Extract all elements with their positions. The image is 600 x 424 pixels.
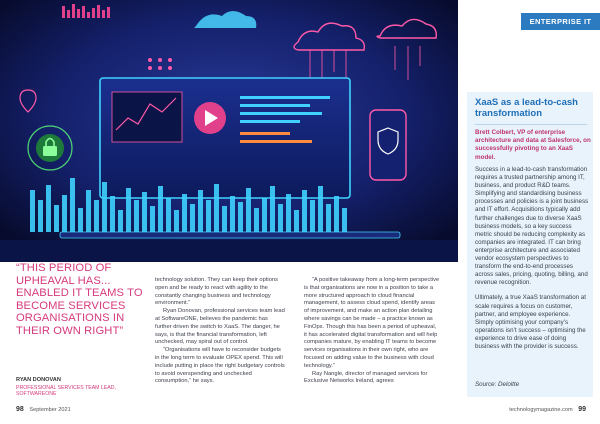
article-paragraph: Ryan Donovan, professional services team lead at SoftwareONE, believes the pandemic has further driven the switch to XaaS. The danger, he says, is that the financial transformation, left unchecked, may spiral out of control. <box>155 308 285 346</box>
sidebar-subtitle: Brett Colbert, VP of enterprise architecture and data at Salesforce, on successfully pivoting to an XaaS model. <box>475 129 591 161</box>
sidebar-title: XaaS as a lead-to-cash transformation <box>475 97 578 119</box>
sidebar-source: Source: Deloitte <box>475 381 520 388</box>
sidebar-paragraph: Success in a lead-to-cash transformation requires a trusted partnership among IT, business, and product R&D teams. Simplifying and standardising business processes and policies is a joint business and IT effort. Acquisitions typically add further challenges due to diverse XaaS business models, so a key success metric should be reducing complexity as companies are integrated. IT can bring enterprise architecture and associated vendor ecosystem perspectives to transform the end-to-end processes across sales, pricing, quoting, billing, and revenue recognition. <box>475 166 589 287</box>
website-link[interactable]: technologymagazine.com <box>509 407 573 413</box>
hero-artwork <box>0 0 458 262</box>
page-number-right: 99 <box>578 406 586 413</box>
sidebar-divider <box>475 124 587 125</box>
footer-right <box>509 406 586 413</box>
hero-illustration <box>0 0 458 262</box>
quote-attribution-name: RYAN DONOVAN <box>16 377 61 383</box>
article-paragraph: “A positive takeaway from a long-term perspective is that organisations are now in a position to take a more structured approach to cloud financial management, to assess cloud spend, identify areas of improvement, and make an action plan detailing where savings can be made – a practice known as FinOps. Though this has been a period of upheaval, it has accelerated digital transformation and will help companies mature, by enabling IT teams to become services organisations in their own right, who are focused on adding value to the business with cloud technology.” <box>304 277 440 369</box>
sidebar-body <box>475 166 590 358</box>
sidebar-paragraph: Ultimately, a true XaaS transformation at scale requires a focus on customer, partner, and employee experience. Simply optimising your company’s operations isn’t success – optimising the experience to drive ease of doing business with the provider is success. <box>475 294 586 350</box>
article-paragraph: technology solution. They can keep their options open and be ready to react with agility to the constantly changing business and technology environment.” <box>155 277 278 307</box>
issue-date: September 2021 <box>29 407 71 413</box>
page-number-left: 98 <box>16 406 24 413</box>
article-column-2 <box>304 277 440 386</box>
pull-quote: “THIS PERIOD OF UPHEAVAL HAS... ENABLED IT TEAMS TO BECOME SERVICES ORGANISATIONS IN THEIR OWN RIGHT” <box>16 262 143 337</box>
footer-left <box>16 406 71 413</box>
article-column-1 <box>155 277 286 386</box>
article-paragraph: Ray Nangle, director of managed services for Exclusive Networks Ireland, agrees <box>304 370 428 385</box>
quote-attribution-role: PROFESSIONAL SERVICES TEAM LEAD, SOFTWAREONE <box>16 385 116 398</box>
article-paragraph: “Organisations will have to reconsider budgets in the long term to evaluate OPEX spend. This will include putting in place the right budgetary controls to avoid overspending and unchecked consumption,” he says. <box>155 347 285 385</box>
section-tab: ENTERPRISE IT <box>521 13 600 30</box>
